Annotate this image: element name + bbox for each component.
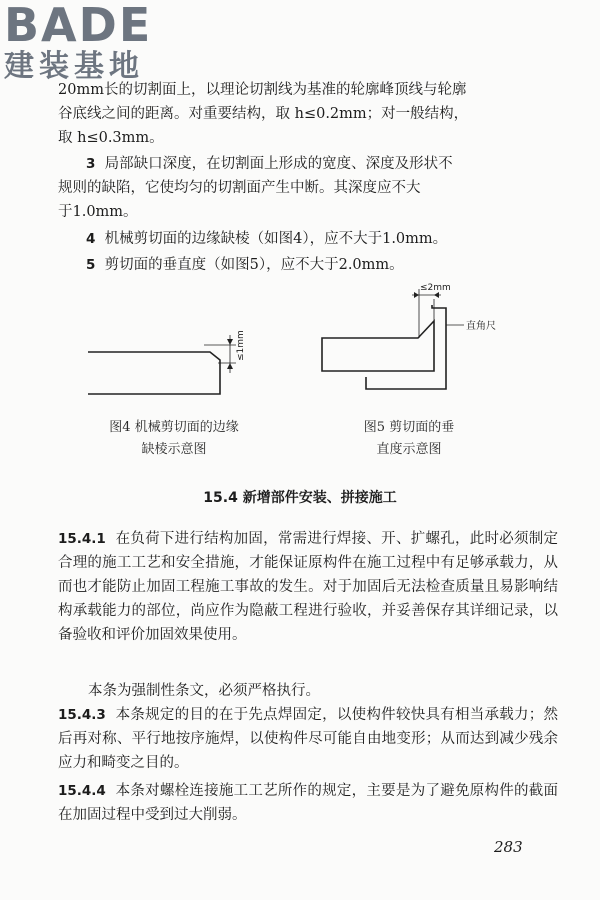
mandatory-note: 本条为强制性条文，必须严格执行。: [88, 683, 320, 699]
item-line: 规则的缺陷，它使均匀的切割面产生中断。其深度应不大: [58, 180, 421, 196]
item-number: 4: [86, 231, 96, 247]
article-15-4-3: [58, 703, 558, 775]
item-text: 剪切面的垂直度（如图5），应不大于2.0mm。: [104, 257, 404, 273]
item-5: [86, 253, 404, 277]
figure-5-ruler-label: 直角尺: [466, 321, 496, 332]
caption-line: 图5 剪切面的垂: [363, 420, 455, 435]
dimension-arrow: [227, 339, 233, 345]
item-4: [86, 227, 447, 251]
item-number: 3: [86, 156, 96, 172]
article-15-4-1: [58, 527, 558, 647]
dimension-arrow: [227, 363, 233, 369]
continuation-line: 20mm长的切割面上，以理论切割线为基准的轮廓峰顶线与轮廓: [58, 82, 467, 98]
caption-line: 直度示意图: [376, 442, 442, 457]
figure-4-diagram: [86, 330, 262, 410]
article-text: 本条对螺栓连接施工工艺所作的规定，主要是为了避免原构件的截面在加固过程中受到过大削弱。: [58, 783, 559, 823]
page-number: 283: [494, 838, 523, 856]
item-number: 5: [86, 257, 96, 273]
article-number: 15.4.1: [58, 531, 106, 547]
item-line: 于1.0mm。: [58, 204, 138, 220]
caption-line: 图4 机械剪切面的边缘: [109, 420, 239, 435]
article-15-4-4: [58, 779, 558, 827]
item-text: 局部缺口深度，在切割面上形成的宽度、深度及形状不: [104, 156, 453, 172]
continuation-line: 取 h≤0.3mm。: [58, 130, 164, 146]
item-line: [86, 152, 453, 176]
logo-subtext: 建装基地: [4, 49, 144, 84]
article-text: 本条规定的目的在于先点焊固定，以使构件较快具有相当承载力；然后再对称、平行地按序施焊，以使构件尽可能自由地变形；从而达到减少残余应力和畸变之目的。: [58, 707, 559, 771]
figure-5-dimension-label: ≤2mm: [420, 283, 451, 293]
dimension-arrow: [414, 292, 419, 298]
logo-text: BADE: [4, 0, 153, 52]
logo: [4, 2, 184, 84]
item-text: 机械剪切面的边缘缺棱（如图4），应不大于1.0mm。: [104, 231, 448, 247]
sheared-plate-outline: [322, 321, 434, 371]
figure-5-caption: [344, 417, 474, 461]
article-number: 15.4.4: [58, 783, 106, 799]
continuation-line: 谷底线之间的距离。对重要结构，取 h≤0.2mm；对一般结构，: [58, 106, 469, 122]
sheared-plate-outline: [88, 352, 220, 394]
caption-line: 缺棱示意图: [141, 442, 207, 457]
section-title: 15.4 新增部件安装、拼接施工: [203, 490, 397, 506]
continuation-paragraph: [58, 78, 468, 150]
figure-5-diagram: [316, 283, 496, 403]
item-3: [58, 152, 453, 224]
figure-4-caption: [86, 417, 262, 461]
article-text: 在负荷下进行结构加固，常需进行焊接、开、扩螺孔，此时必须制定合理的施工工艺和安全措施，才能保证原构件在施工过程中有足够承载力，从而也才能防止加固工程施工事故的发生。对于加固后无法检查质量且易影响结构承载能力的部位，尚应作为隐蔽工程进行验收，并妥善保存其详细记录，以备验收和评价加固效果使用。: [58, 531, 559, 643]
article-number: 15.4.3: [58, 707, 106, 723]
figure-4-dimension-label: ≤1mm: [236, 330, 246, 361]
